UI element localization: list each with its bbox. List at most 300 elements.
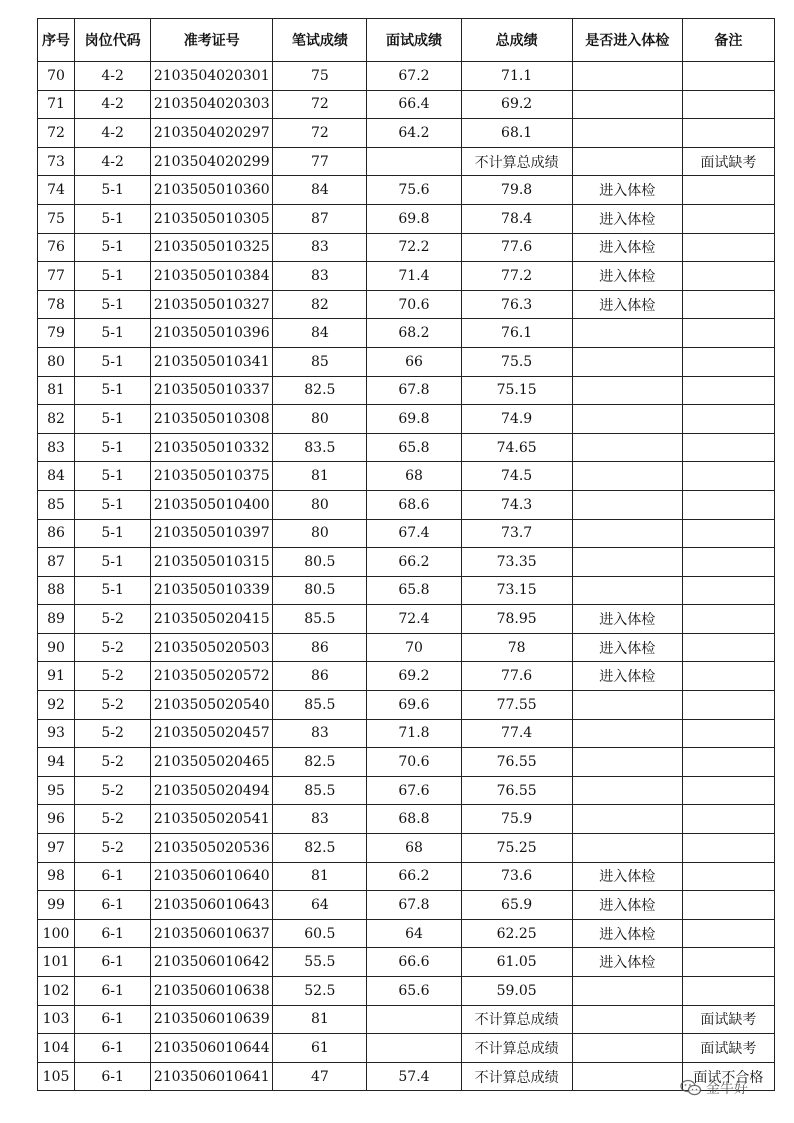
table-row: [38, 605, 775, 634]
cell-ticket-number: 2103505020540: [151, 691, 273, 720]
cell-seq: 81: [38, 376, 75, 405]
cell-medical-exam: [572, 433, 682, 462]
cell-total-score: 77.55: [461, 691, 572, 720]
table-row: [38, 576, 775, 605]
cell-interview-score: 66.6: [367, 948, 461, 977]
cell-total-score: 不计算总成绩: [461, 147, 572, 176]
cell-seq: 101: [38, 948, 75, 977]
table-row: [38, 977, 775, 1006]
cell-remarks: [682, 691, 774, 720]
cell-medical-exam: [572, 490, 682, 519]
cell-remarks: [682, 347, 774, 376]
cell-remarks: [682, 119, 774, 148]
cell-remarks: [682, 462, 774, 491]
cell-medical-exam: [572, 977, 682, 1006]
cell-post-code: 5-1: [75, 290, 151, 319]
cell-remarks: [682, 862, 774, 891]
cell-post-code: 6-1: [75, 1005, 151, 1034]
cell-ticket-number: 2103505010315: [151, 548, 273, 577]
cell-medical-exam: [572, 834, 682, 863]
cell-remarks: [682, 176, 774, 205]
cell-written-score: 80.5: [273, 548, 367, 577]
cell-medical-exam: [572, 147, 682, 176]
table-row: [38, 891, 775, 920]
cell-total-score: 76.55: [461, 748, 572, 777]
cell-post-code: 5-2: [75, 748, 151, 777]
cell-interview-score: 69.2: [367, 662, 461, 691]
cell-ticket-number: 2103505010400: [151, 490, 273, 519]
cell-total-score: 76.3: [461, 290, 572, 319]
cell-written-score: 81: [273, 862, 367, 891]
cell-medical-exam: [572, 347, 682, 376]
cell-ticket-number: 2103505020541: [151, 805, 273, 834]
cell-ticket-number: 2103505010360: [151, 176, 273, 205]
cell-interview-score: 67.6: [367, 776, 461, 805]
cell-interview-score: 57.4: [367, 1062, 461, 1091]
cell-interview-score: 68.6: [367, 490, 461, 519]
table-body: [38, 62, 775, 1091]
cell-written-score: 75: [273, 62, 367, 91]
cell-written-score: 87: [273, 204, 367, 233]
cell-total-score: 76.55: [461, 776, 572, 805]
cell-remarks: [682, 233, 774, 262]
cell-medical-exam: 进入体检: [572, 948, 682, 977]
table-row: [38, 748, 775, 777]
cell-total-score: 68.1: [461, 119, 572, 148]
cell-total-score: 62.25: [461, 919, 572, 948]
cell-ticket-number: 2103506010640: [151, 862, 273, 891]
table-row: [38, 948, 775, 977]
table-row: [38, 347, 775, 376]
cell-remarks: [682, 948, 774, 977]
table-row: [38, 662, 775, 691]
cell-seq: 90: [38, 633, 75, 662]
cell-seq: 79: [38, 319, 75, 348]
cell-medical-exam: 进入体检: [572, 204, 682, 233]
cell-remarks: [682, 834, 774, 863]
cell-remarks: [682, 776, 774, 805]
cell-total-score: 61.05: [461, 948, 572, 977]
cell-ticket-number: 2103505010396: [151, 319, 273, 348]
cell-ticket-number: 2103505020536: [151, 834, 273, 863]
cell-medical-exam: [572, 90, 682, 119]
header-interview-score: 面试成绩: [367, 19, 461, 62]
cell-ticket-number: 2103506010643: [151, 891, 273, 920]
cell-remarks: [682, 405, 774, 434]
cell-total-score: 59.05: [461, 977, 572, 1006]
cell-ticket-number: 2103505020503: [151, 633, 273, 662]
cell-ticket-number: 2103505010384: [151, 262, 273, 291]
cell-written-score: 83: [273, 719, 367, 748]
table-row: [38, 147, 775, 176]
cell-written-score: 84: [273, 176, 367, 205]
cell-total-score: 75.5: [461, 347, 572, 376]
cell-remarks: 面试缺考: [682, 1034, 774, 1063]
cell-remarks: 面试缺考: [682, 1005, 774, 1034]
cell-post-code: 5-2: [75, 691, 151, 720]
table-row: [38, 262, 775, 291]
cell-remarks: [682, 90, 774, 119]
cell-medical-exam: [572, 1034, 682, 1063]
cell-remarks: [682, 891, 774, 920]
cell-post-code: 5-2: [75, 662, 151, 691]
cell-remarks: [682, 662, 774, 691]
cell-total-score: 73.7: [461, 519, 572, 548]
cell-medical-exam: [572, 805, 682, 834]
cell-remarks: [682, 519, 774, 548]
cell-medical-exam: [572, 1062, 682, 1091]
cell-written-score: 80: [273, 405, 367, 434]
cell-post-code: 6-1: [75, 919, 151, 948]
cell-total-score: 不计算总成绩: [461, 1005, 572, 1034]
cell-total-score: 77.2: [461, 262, 572, 291]
cell-seq: 99: [38, 891, 75, 920]
cell-remarks: [682, 319, 774, 348]
cell-medical-exam: 进入体检: [572, 605, 682, 634]
table-row: [38, 119, 775, 148]
cell-interview-score: [367, 147, 461, 176]
cell-ticket-number: 2103505020465: [151, 748, 273, 777]
cell-ticket-number: 2103504020303: [151, 90, 273, 119]
cell-ticket-number: 2103505010339: [151, 576, 273, 605]
cell-medical-exam: 进入体检: [572, 176, 682, 205]
table-row: [38, 62, 775, 91]
cell-medical-exam: [572, 748, 682, 777]
cell-seq: 104: [38, 1034, 75, 1063]
cell-interview-score: 71.8: [367, 719, 461, 748]
table-row: [38, 834, 775, 863]
cell-total-score: 73.35: [461, 548, 572, 577]
cell-post-code: 5-1: [75, 405, 151, 434]
cell-interview-score: 70.6: [367, 290, 461, 319]
cell-post-code: 5-1: [75, 319, 151, 348]
cell-post-code: 5-1: [75, 519, 151, 548]
header-ticket-number: 准考证号: [151, 19, 273, 62]
cell-interview-score: 68.8: [367, 805, 461, 834]
cell-written-score: 86: [273, 633, 367, 662]
cell-seq: 97: [38, 834, 75, 863]
cell-seq: 75: [38, 204, 75, 233]
cell-seq: 85: [38, 490, 75, 519]
cell-seq: 88: [38, 576, 75, 605]
header-written-score: 笔试成绩: [273, 19, 367, 62]
cell-total-score: 73.15: [461, 576, 572, 605]
cell-post-code: 5-1: [75, 462, 151, 491]
cell-interview-score: 68.2: [367, 319, 461, 348]
cell-medical-exam: [572, 691, 682, 720]
cell-remarks: [682, 490, 774, 519]
cell-remarks: [682, 204, 774, 233]
cell-post-code: 6-1: [75, 862, 151, 891]
cell-ticket-number: 2103506010641: [151, 1062, 273, 1091]
cell-interview-score: 65.8: [367, 433, 461, 462]
cell-interview-score: 67.8: [367, 891, 461, 920]
cell-total-score: 77.6: [461, 233, 572, 262]
cell-seq: 86: [38, 519, 75, 548]
cell-post-code: 5-1: [75, 490, 151, 519]
cell-post-code: 5-1: [75, 176, 151, 205]
table-row: [38, 548, 775, 577]
cell-written-score: 81: [273, 1005, 367, 1034]
cell-post-code: 5-1: [75, 347, 151, 376]
cell-remarks: [682, 633, 774, 662]
cell-ticket-number: 2103505010305: [151, 204, 273, 233]
cell-seq: 71: [38, 90, 75, 119]
cell-interview-score: 66.2: [367, 862, 461, 891]
cell-remarks: 面试缺考: [682, 147, 774, 176]
cell-medical-exam: 进入体检: [572, 891, 682, 920]
cell-interview-score: 72.4: [367, 605, 461, 634]
cell-total-score: 73.6: [461, 862, 572, 891]
cell-post-code: 6-1: [75, 948, 151, 977]
table-row: [38, 519, 775, 548]
cell-post-code: 5-1: [75, 576, 151, 605]
cell-medical-exam: 进入体检: [572, 919, 682, 948]
cell-total-score: 65.9: [461, 891, 572, 920]
cell-seq: 91: [38, 662, 75, 691]
cell-written-score: 83: [273, 262, 367, 291]
cell-total-score: 74.5: [461, 462, 572, 491]
cell-seq: 80: [38, 347, 75, 376]
cell-seq: 73: [38, 147, 75, 176]
header-remarks: 备注: [682, 19, 774, 62]
cell-interview-score: [367, 1034, 461, 1063]
cell-interview-score: 69.8: [367, 204, 461, 233]
cell-remarks: [682, 919, 774, 948]
cell-written-score: 80.5: [273, 576, 367, 605]
watermark-text: 金牛好: [706, 1081, 748, 1097]
cell-medical-exam: [572, 1005, 682, 1034]
cell-interview-score: 64: [367, 919, 461, 948]
cell-remarks: [682, 748, 774, 777]
cell-ticket-number: 2103505010341: [151, 347, 273, 376]
cell-post-code: 6-1: [75, 977, 151, 1006]
cell-seq: 92: [38, 691, 75, 720]
cell-seq: 96: [38, 805, 75, 834]
cell-remarks: [682, 433, 774, 462]
table-row: [38, 204, 775, 233]
cell-written-score: 82: [273, 290, 367, 319]
cell-written-score: 83: [273, 805, 367, 834]
cell-post-code: 5-2: [75, 633, 151, 662]
cell-total-score: 75.15: [461, 376, 572, 405]
cell-total-score: 77.6: [461, 662, 572, 691]
cell-ticket-number: 2103505010337: [151, 376, 273, 405]
score-table: [37, 18, 775, 1091]
table-row: [38, 405, 775, 434]
table-row: [38, 776, 775, 805]
cell-interview-score: 70.6: [367, 748, 461, 777]
cell-written-score: 81: [273, 462, 367, 491]
cell-post-code: 5-1: [75, 548, 151, 577]
cell-ticket-number: 2103505010327: [151, 290, 273, 319]
cell-medical-exam: [572, 776, 682, 805]
cell-total-score: 74.3: [461, 490, 572, 519]
cell-medical-exam: 进入体检: [572, 233, 682, 262]
cell-ticket-number: 2103504020297: [151, 119, 273, 148]
cell-total-score: 71.1: [461, 62, 572, 91]
table-row: [38, 805, 775, 834]
table-row: [38, 919, 775, 948]
cell-total-score: 75.25: [461, 834, 572, 863]
cell-written-score: 47: [273, 1062, 367, 1091]
cell-post-code: 5-2: [75, 719, 151, 748]
cell-remarks: [682, 548, 774, 577]
table-row: [38, 1062, 775, 1091]
cell-medical-exam: 进入体检: [572, 290, 682, 319]
cell-ticket-number: 2103505010375: [151, 462, 273, 491]
table-row: [38, 290, 775, 319]
cell-seq: 102: [38, 977, 75, 1006]
cell-total-score: 79.8: [461, 176, 572, 205]
cell-interview-score: 67.4: [367, 519, 461, 548]
cell-medical-exam: 进入体检: [572, 262, 682, 291]
table-row: [38, 233, 775, 262]
cell-seq: 100: [38, 919, 75, 948]
table-row: [38, 90, 775, 119]
cell-interview-score: 65.6: [367, 977, 461, 1006]
cell-remarks: 面试不合格: [682, 1062, 774, 1091]
table-row: [38, 691, 775, 720]
cell-interview-score: 72.2: [367, 233, 461, 262]
cell-written-score: 85.5: [273, 776, 367, 805]
cell-remarks: [682, 605, 774, 634]
cell-ticket-number: 2103506010644: [151, 1034, 273, 1063]
cell-post-code: 5-1: [75, 233, 151, 262]
cell-seq: 103: [38, 1005, 75, 1034]
cell-written-score: 72: [273, 119, 367, 148]
cell-interview-score: 64.2: [367, 119, 461, 148]
cell-seq: 83: [38, 433, 75, 462]
cell-ticket-number: 2103505010308: [151, 405, 273, 434]
table-row: [38, 376, 775, 405]
header-row: [38, 19, 775, 62]
cell-written-score: 72: [273, 90, 367, 119]
table-row: [38, 862, 775, 891]
cell-written-score: 85.5: [273, 605, 367, 634]
cell-total-score: 74.65: [461, 433, 572, 462]
cell-medical-exam: [572, 119, 682, 148]
cell-post-code: 5-2: [75, 776, 151, 805]
cell-medical-exam: 进入体检: [572, 862, 682, 891]
cell-post-code: 4-2: [75, 62, 151, 91]
cell-written-score: 85: [273, 347, 367, 376]
cell-written-score: 86: [273, 662, 367, 691]
table-row: [38, 719, 775, 748]
cell-written-score: 83.5: [273, 433, 367, 462]
table-row: [38, 1034, 775, 1063]
header-medical-exam: 是否进入体检: [572, 19, 682, 62]
cell-remarks: [682, 719, 774, 748]
cell-seq: 89: [38, 605, 75, 634]
cell-seq: 76: [38, 233, 75, 262]
cell-interview-score: 66: [367, 347, 461, 376]
cell-total-score: 75.9: [461, 805, 572, 834]
cell-written-score: 85.5: [273, 691, 367, 720]
cell-interview-score: [367, 1005, 461, 1034]
cell-post-code: 6-1: [75, 891, 151, 920]
cell-seq: 77: [38, 262, 75, 291]
cell-interview-score: 70: [367, 633, 461, 662]
cell-remarks: [682, 290, 774, 319]
cell-post-code: 5-1: [75, 433, 151, 462]
cell-written-score: 60.5: [273, 919, 367, 948]
header-post-code: 岗位代码: [75, 19, 151, 62]
cell-medical-exam: 进入体检: [572, 633, 682, 662]
cell-ticket-number: 2103506010642: [151, 948, 273, 977]
cell-written-score: 80: [273, 490, 367, 519]
table-row: [38, 462, 775, 491]
cell-total-score: 78.95: [461, 605, 572, 634]
cell-total-score: 77.4: [461, 719, 572, 748]
cell-post-code: 5-2: [75, 805, 151, 834]
cell-ticket-number: 2103505020494: [151, 776, 273, 805]
cell-seq: 74: [38, 176, 75, 205]
cell-post-code: 5-1: [75, 376, 151, 405]
cell-seq: 82: [38, 405, 75, 434]
cell-remarks: [682, 805, 774, 834]
cell-interview-score: 66.4: [367, 90, 461, 119]
cell-seq: 98: [38, 862, 75, 891]
cell-interview-score: 69.6: [367, 691, 461, 720]
cell-seq: 93: [38, 719, 75, 748]
cell-post-code: 4-2: [75, 119, 151, 148]
cell-total-score: 76.1: [461, 319, 572, 348]
cell-medical-exam: [572, 376, 682, 405]
table-row: [38, 433, 775, 462]
cell-ticket-number: 2103505010332: [151, 433, 273, 462]
cell-interview-score: 65.8: [367, 576, 461, 605]
cell-seq: 72: [38, 119, 75, 148]
cell-total-score: 78.4: [461, 204, 572, 233]
cell-ticket-number: 2103505010325: [151, 233, 273, 262]
table-row: [38, 633, 775, 662]
cell-ticket-number: 2103505010397: [151, 519, 273, 548]
cell-medical-exam: [572, 719, 682, 748]
cell-post-code: 5-1: [75, 262, 151, 291]
cell-written-score: 61: [273, 1034, 367, 1063]
table-row: [38, 490, 775, 519]
cell-seq: 84: [38, 462, 75, 491]
cell-ticket-number: 2103505020572: [151, 662, 273, 691]
cell-interview-score: 68: [367, 834, 461, 863]
cell-post-code: 4-2: [75, 147, 151, 176]
cell-post-code: 5-1: [75, 204, 151, 233]
cell-seq: 70: [38, 62, 75, 91]
cell-written-score: 82.5: [273, 748, 367, 777]
cell-ticket-number: 2103506010638: [151, 977, 273, 1006]
cell-remarks: [682, 376, 774, 405]
cell-medical-exam: 进入体检: [572, 662, 682, 691]
cell-post-code: 6-1: [75, 1034, 151, 1063]
cell-written-score: 80: [273, 519, 367, 548]
cell-written-score: 55.5: [273, 948, 367, 977]
cell-ticket-number: 2103504020301: [151, 62, 273, 91]
table-row: [38, 1005, 775, 1034]
cell-interview-score: 69.8: [367, 405, 461, 434]
cell-seq: 94: [38, 748, 75, 777]
cell-written-score: 52.5: [273, 977, 367, 1006]
table-row: [38, 176, 775, 205]
cell-seq: 78: [38, 290, 75, 319]
cell-post-code: 6-1: [75, 1062, 151, 1091]
cell-written-score: 77: [273, 147, 367, 176]
cell-post-code: 5-2: [75, 834, 151, 863]
header-seq: 序号: [38, 19, 75, 62]
cell-written-score: 82.5: [273, 376, 367, 405]
cell-seq: 105: [38, 1062, 75, 1091]
cell-interview-score: 66.2: [367, 548, 461, 577]
